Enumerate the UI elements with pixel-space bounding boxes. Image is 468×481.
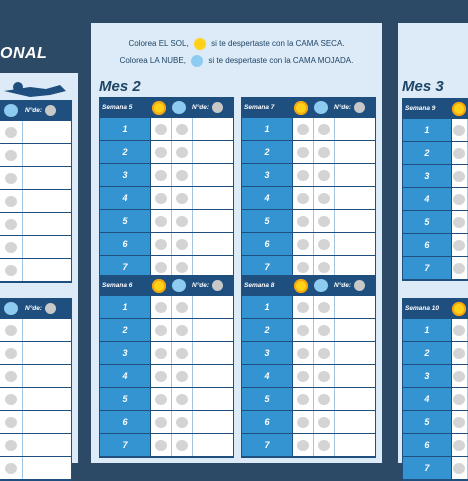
ghost-face-icon[interactable] bbox=[0, 259, 23, 281]
count-cell[interactable] bbox=[335, 210, 375, 232]
ghost-face-icon[interactable] bbox=[151, 411, 172, 433]
ghost-face-icon[interactable] bbox=[172, 342, 193, 364]
ghost-face-icon[interactable] bbox=[172, 434, 193, 456]
day-number: 1 bbox=[403, 319, 452, 341]
left-sheet bbox=[0, 23, 78, 463]
day-number: 7 bbox=[403, 257, 452, 279]
ghost-face-icon[interactable] bbox=[293, 164, 314, 186]
day-number: 6 bbox=[242, 233, 293, 255]
count-cell[interactable] bbox=[193, 434, 233, 456]
ghost-face-icon[interactable] bbox=[151, 118, 172, 140]
ghost-face-icon[interactable] bbox=[172, 118, 193, 140]
moon-icon bbox=[354, 280, 365, 291]
day-number: 7 bbox=[100, 256, 151, 278]
ghost-face-icon[interactable] bbox=[151, 210, 172, 232]
cloud-icon bbox=[311, 276, 331, 296]
count-cell[interactable] bbox=[193, 342, 233, 364]
count-cell[interactable] bbox=[335, 388, 375, 410]
moon-icon bbox=[212, 102, 223, 113]
count-cell[interactable] bbox=[23, 121, 71, 143]
month-title-right: Mes 3 bbox=[402, 78, 444, 95]
sun-icon bbox=[291, 276, 311, 296]
ghost-face-icon[interactable] bbox=[151, 388, 172, 410]
day-row bbox=[100, 210, 233, 233]
right-week-bottom-header bbox=[402, 298, 468, 319]
day-row bbox=[242, 118, 375, 141]
ghost-face-icon[interactable] bbox=[0, 365, 23, 387]
nde-label: N°de: bbox=[25, 305, 43, 312]
day-row bbox=[403, 342, 468, 365]
day-number: 7 bbox=[242, 434, 293, 456]
day-row bbox=[100, 296, 233, 319]
ghost-face-icon[interactable] bbox=[172, 296, 193, 318]
day-number: 6 bbox=[403, 434, 452, 456]
day-row bbox=[403, 388, 468, 411]
ghost-face-icon[interactable] bbox=[293, 319, 314, 341]
day-row bbox=[242, 164, 375, 187]
week-table bbox=[99, 275, 234, 458]
ghost-face-icon[interactable] bbox=[452, 342, 468, 364]
day-number: 5 bbox=[403, 211, 452, 233]
count-cell[interactable] bbox=[193, 296, 233, 318]
day-row bbox=[242, 365, 375, 388]
week-label: Semana 6 bbox=[102, 282, 133, 289]
ghost-face-icon[interactable] bbox=[0, 342, 23, 364]
day-number: 5 bbox=[242, 388, 293, 410]
ghost-face-icon[interactable] bbox=[452, 319, 468, 341]
count-cell[interactable] bbox=[23, 319, 71, 341]
count-cell[interactable] bbox=[335, 411, 375, 433]
day-number: 2 bbox=[100, 319, 151, 341]
count-cell[interactable] bbox=[23, 342, 71, 364]
day-row bbox=[403, 188, 468, 211]
day-number: 6 bbox=[403, 234, 452, 256]
nde-label: N°de: bbox=[192, 104, 210, 111]
week-label: Semana 9 bbox=[405, 105, 436, 112]
nde-label: N°de: bbox=[334, 104, 352, 111]
ghost-face-icon[interactable] bbox=[314, 233, 335, 255]
instruction-dry-a: Colorea EL SOL, bbox=[128, 39, 189, 49]
day-row bbox=[403, 319, 468, 342]
count-cell[interactable] bbox=[23, 365, 71, 387]
ghost-face-icon[interactable] bbox=[172, 187, 193, 209]
day-row bbox=[100, 233, 233, 256]
ghost-face-icon[interactable] bbox=[293, 187, 314, 209]
count-cell[interactable] bbox=[335, 233, 375, 255]
sun-icon bbox=[149, 98, 169, 118]
instruction-wet-b: si te despertaste con la CAMA MOJADA. bbox=[208, 56, 354, 66]
day-number: 4 bbox=[100, 365, 151, 387]
middle-sheet bbox=[91, 23, 382, 463]
instruction-dry-b: si te despertaste con la CAMA SECA. bbox=[211, 39, 345, 49]
ghost-face-icon[interactable] bbox=[314, 434, 335, 456]
count-cell[interactable] bbox=[193, 187, 233, 209]
day-row bbox=[403, 411, 468, 434]
ghost-face-icon[interactable] bbox=[452, 457, 468, 479]
ghost-face-icon[interactable] bbox=[314, 411, 335, 433]
month-title: Mes 2 bbox=[99, 78, 141, 95]
week-header bbox=[99, 275, 234, 296]
day-number: 1 bbox=[242, 118, 293, 140]
day-row bbox=[100, 187, 233, 210]
ghost-face-icon[interactable] bbox=[0, 213, 23, 235]
ghost-face-icon[interactable] bbox=[151, 296, 172, 318]
day-number: 2 bbox=[242, 141, 293, 163]
day-number: 6 bbox=[242, 411, 293, 433]
cloud-icon bbox=[191, 55, 203, 67]
ghost-face-icon[interactable] bbox=[314, 319, 335, 341]
ghost-face-icon[interactable] bbox=[172, 411, 193, 433]
ghost-face-icon[interactable] bbox=[151, 365, 172, 387]
count-cell[interactable] bbox=[335, 141, 375, 163]
instruction-wet bbox=[91, 55, 382, 67]
day-row bbox=[100, 164, 233, 187]
ghost-face-icon[interactable] bbox=[293, 388, 314, 410]
ghost-face-icon[interactable] bbox=[151, 319, 172, 341]
day-row bbox=[242, 411, 375, 434]
ghost-face-icon[interactable] bbox=[314, 296, 335, 318]
ghost-face-icon[interactable] bbox=[0, 319, 23, 341]
week-header bbox=[99, 97, 234, 118]
left-week-top-header bbox=[0, 100, 72, 121]
ghost-face-icon[interactable] bbox=[314, 187, 335, 209]
day-number: 3 bbox=[403, 365, 452, 387]
ghost-face-icon[interactable] bbox=[151, 164, 172, 186]
ghost-face-icon[interactable] bbox=[172, 365, 193, 387]
day-row bbox=[242, 319, 375, 342]
right-week-top-header bbox=[402, 98, 468, 119]
count-cell[interactable] bbox=[23, 259, 71, 281]
day-number: 5 bbox=[100, 388, 151, 410]
ghost-face-icon[interactable] bbox=[452, 411, 468, 433]
count-cell[interactable] bbox=[193, 319, 233, 341]
ghost-face-icon[interactable] bbox=[0, 388, 23, 410]
count-cell[interactable] bbox=[335, 434, 375, 456]
ghost-face-icon[interactable] bbox=[452, 388, 468, 410]
nde-label: N°de: bbox=[334, 282, 352, 289]
week-header bbox=[241, 97, 376, 118]
right-sheet bbox=[398, 23, 468, 473]
day-row bbox=[403, 211, 468, 234]
ghost-face-icon[interactable] bbox=[452, 165, 468, 187]
cloud-icon bbox=[0, 299, 22, 319]
day-row bbox=[242, 342, 375, 365]
week-body bbox=[99, 296, 234, 458]
day-number: 6 bbox=[100, 411, 151, 433]
cloud-icon bbox=[311, 98, 331, 118]
count-cell[interactable] bbox=[23, 190, 71, 212]
count-cell[interactable] bbox=[335, 342, 375, 364]
day-number: 5 bbox=[403, 411, 452, 433]
count-cell[interactable] bbox=[193, 118, 233, 140]
day-row bbox=[100, 411, 233, 434]
day-number: 6 bbox=[100, 233, 151, 255]
ghost-face-icon[interactable] bbox=[452, 234, 468, 256]
sun-icon bbox=[291, 98, 311, 118]
week-body bbox=[99, 118, 234, 280]
day-number: 3 bbox=[403, 165, 452, 187]
day-number: 7 bbox=[242, 256, 293, 278]
count-cell[interactable] bbox=[23, 167, 71, 189]
count-cell[interactable] bbox=[335, 296, 375, 318]
count-cell[interactable] bbox=[23, 213, 71, 235]
left-week-top bbox=[0, 100, 72, 283]
ghost-face-icon[interactable] bbox=[0, 411, 23, 433]
sun-icon bbox=[449, 99, 468, 119]
count-cell[interactable] bbox=[335, 365, 375, 387]
day-row bbox=[242, 233, 375, 256]
day-row bbox=[403, 142, 468, 165]
ghost-face-icon[interactable] bbox=[452, 188, 468, 210]
day-row bbox=[100, 141, 233, 164]
day-number: 4 bbox=[403, 388, 452, 410]
day-row bbox=[403, 165, 468, 188]
day-number: 1 bbox=[100, 118, 151, 140]
ghost-face-icon[interactable] bbox=[172, 233, 193, 255]
ghost-face-icon[interactable] bbox=[314, 210, 335, 232]
nde-label: N°de: bbox=[25, 107, 43, 114]
count-cell[interactable] bbox=[335, 319, 375, 341]
week-label: Semana 7 bbox=[244, 104, 275, 111]
ghost-face-icon[interactable] bbox=[452, 434, 468, 456]
day-row bbox=[403, 457, 468, 480]
cloud-icon bbox=[169, 276, 189, 296]
left-week-top-body bbox=[0, 121, 72, 283]
day-number: 7 bbox=[403, 457, 452, 479]
day-number: 1 bbox=[403, 119, 452, 141]
day-row bbox=[242, 434, 375, 457]
day-number: 2 bbox=[403, 142, 452, 164]
day-number: 3 bbox=[100, 164, 151, 186]
week-body bbox=[402, 319, 468, 481]
week-label: Semana 8 bbox=[244, 282, 275, 289]
day-number: 7 bbox=[100, 434, 151, 456]
ghost-face-icon[interactable] bbox=[314, 141, 335, 163]
ghost-face-icon[interactable] bbox=[293, 411, 314, 433]
week-body bbox=[402, 119, 468, 281]
moon-icon bbox=[45, 105, 56, 116]
day-number: 4 bbox=[242, 365, 293, 387]
day-number: 2 bbox=[242, 319, 293, 341]
week-table bbox=[241, 97, 376, 280]
ghost-face-icon[interactable] bbox=[172, 141, 193, 163]
week-body bbox=[241, 296, 376, 458]
ghost-face-icon[interactable] bbox=[0, 236, 23, 258]
ghost-face-icon[interactable] bbox=[314, 365, 335, 387]
cloud-icon bbox=[0, 101, 22, 121]
count-cell[interactable] bbox=[335, 187, 375, 209]
ghost-face-icon[interactable] bbox=[314, 388, 335, 410]
count-cell[interactable] bbox=[193, 233, 233, 255]
ghost-face-icon[interactable] bbox=[172, 164, 193, 186]
ghost-face-icon[interactable] bbox=[172, 319, 193, 341]
left-week-bottom-body bbox=[0, 319, 72, 481]
instruction-dry bbox=[91, 38, 382, 50]
ghost-face-icon[interactable] bbox=[452, 119, 468, 141]
day-number: 2 bbox=[100, 141, 151, 163]
moon-icon bbox=[354, 102, 365, 113]
day-row bbox=[403, 257, 468, 280]
ghost-face-icon[interactable] bbox=[151, 434, 172, 456]
ghost-face-icon[interactable] bbox=[0, 434, 23, 456]
ghost-face-icon[interactable] bbox=[0, 457, 23, 479]
day-number: 3 bbox=[100, 342, 151, 364]
day-number: 3 bbox=[242, 164, 293, 186]
count-cell[interactable] bbox=[23, 434, 71, 456]
nde-label: N°de: bbox=[192, 282, 210, 289]
ghost-face-icon[interactable] bbox=[293, 342, 314, 364]
day-number: 3 bbox=[242, 342, 293, 364]
week-table bbox=[241, 275, 376, 458]
day-row bbox=[242, 141, 375, 164]
day-row bbox=[242, 210, 375, 233]
day-row bbox=[242, 388, 375, 411]
day-row bbox=[100, 118, 233, 141]
ghost-face-icon[interactable] bbox=[0, 144, 23, 166]
ghost-face-icon[interactable] bbox=[293, 233, 314, 255]
ghost-face-icon[interactable] bbox=[0, 167, 23, 189]
sun-icon bbox=[149, 276, 169, 296]
ghost-face-icon[interactable] bbox=[314, 164, 335, 186]
ghost-face-icon[interactable] bbox=[0, 121, 23, 143]
day-row bbox=[403, 119, 468, 142]
ghost-face-icon[interactable] bbox=[151, 141, 172, 163]
ghost-face-icon[interactable] bbox=[293, 141, 314, 163]
week-label: Semana 5 bbox=[102, 104, 133, 111]
day-row bbox=[242, 296, 375, 319]
ghost-face-icon[interactable] bbox=[172, 210, 193, 232]
day-row bbox=[242, 187, 375, 210]
ghost-face-icon[interactable] bbox=[293, 296, 314, 318]
ghost-face-icon[interactable] bbox=[452, 257, 468, 279]
count-cell[interactable] bbox=[193, 210, 233, 232]
day-row bbox=[403, 365, 468, 388]
ghost-face-icon[interactable] bbox=[151, 342, 172, 364]
day-row bbox=[100, 434, 233, 457]
ghost-face-icon[interactable] bbox=[293, 210, 314, 232]
day-row bbox=[100, 319, 233, 342]
day-number: 4 bbox=[242, 187, 293, 209]
count-cell[interactable] bbox=[193, 388, 233, 410]
ghost-face-icon[interactable] bbox=[172, 388, 193, 410]
ghost-face-icon[interactable] bbox=[452, 211, 468, 233]
left-week-bottom bbox=[0, 298, 72, 481]
week-header bbox=[241, 275, 376, 296]
day-number: 5 bbox=[100, 210, 151, 232]
count-cell[interactable] bbox=[193, 164, 233, 186]
week-table bbox=[99, 97, 234, 280]
count-cell[interactable] bbox=[193, 365, 233, 387]
cloud-icon bbox=[169, 98, 189, 118]
ghost-face-icon[interactable] bbox=[0, 190, 23, 212]
count-cell[interactable] bbox=[23, 236, 71, 258]
moon-icon bbox=[45, 303, 56, 314]
day-row bbox=[100, 388, 233, 411]
ghost-face-icon[interactable] bbox=[452, 142, 468, 164]
instruction-wet-a: Colorea LA NUBE, bbox=[119, 56, 186, 66]
day-number: 1 bbox=[242, 296, 293, 318]
count-cell[interactable] bbox=[23, 144, 71, 166]
count-cell[interactable] bbox=[23, 411, 71, 433]
count-cell[interactable] bbox=[335, 164, 375, 186]
right-week-top bbox=[402, 98, 468, 281]
ghost-face-icon[interactable] bbox=[293, 118, 314, 140]
left-title-band bbox=[0, 23, 78, 73]
ghost-face-icon[interactable] bbox=[293, 434, 314, 456]
sun-icon bbox=[194, 38, 206, 50]
ghost-face-icon[interactable] bbox=[151, 233, 172, 255]
count-cell[interactable] bbox=[193, 141, 233, 163]
right-week-bottom bbox=[402, 298, 468, 481]
day-number: 2 bbox=[403, 342, 452, 364]
ghost-face-icon[interactable] bbox=[314, 342, 335, 364]
week-label: Semana 10 bbox=[405, 305, 439, 312]
day-row bbox=[403, 234, 468, 257]
count-cell[interactable] bbox=[193, 411, 233, 433]
ghost-face-icon[interactable] bbox=[452, 365, 468, 387]
left-week-bottom-header bbox=[0, 298, 72, 319]
week-body bbox=[241, 118, 376, 280]
count-cell[interactable] bbox=[23, 388, 71, 410]
count-cell[interactable] bbox=[23, 457, 71, 479]
moon-icon bbox=[212, 280, 223, 291]
ghost-face-icon[interactable] bbox=[151, 187, 172, 209]
left-title-fragment: ONAL bbox=[0, 45, 48, 62]
ghost-face-icon[interactable] bbox=[293, 365, 314, 387]
day-number: 5 bbox=[242, 210, 293, 232]
day-number: 1 bbox=[100, 296, 151, 318]
day-number: 4 bbox=[100, 187, 151, 209]
day-row bbox=[100, 342, 233, 365]
count-cell[interactable] bbox=[335, 118, 375, 140]
ghost-face-icon[interactable] bbox=[314, 118, 335, 140]
day-row bbox=[100, 365, 233, 388]
day-number: 4 bbox=[403, 188, 452, 210]
day-row bbox=[403, 434, 468, 457]
sun-icon bbox=[449, 299, 468, 319]
